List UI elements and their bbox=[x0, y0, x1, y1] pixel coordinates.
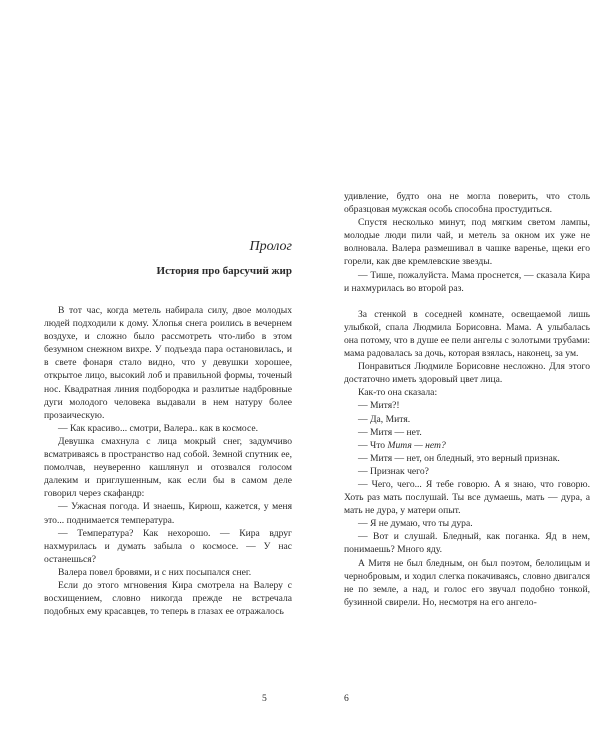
paragraph: — Тише, пожалуйста. Мама проснется, — сказала Кира и нахмурилась во второй раз. bbox=[344, 269, 590, 294]
dialogue-line: — Признак чего? bbox=[358, 465, 429, 477]
page-number-left: 5 bbox=[262, 693, 267, 704]
chapter-title: История про барсучий жир bbox=[156, 265, 292, 277]
dialogue-line: — Митя — нет. bbox=[358, 426, 422, 438]
prologue-heading: Пролог bbox=[249, 239, 292, 254]
dialogue-line: — Да, Митя. bbox=[358, 413, 411, 425]
section-gap bbox=[344, 295, 590, 308]
paragraph: Если до этого мгновения Кира смотрела на Валеру с восхищением, словно никогда прежде не встречала подобных ему красавцев, то теперь в глазах ее отражалось bbox=[44, 579, 292, 618]
dialogue-line: — Вот и слушай. Бледный, как поганка. Яд в нем, понимаешь? Много яду. bbox=[344, 531, 590, 556]
page-number-right: 6 bbox=[344, 693, 349, 704]
paragraph: Спустя несколько минут, под мягким светом лампы, молодые люди пили чай, и метель за окном их уже не волновала. Валера размешивал в чашке варенье, щеки его горели, как две кремлевские звезды. bbox=[344, 217, 590, 268]
dialogue-line: — Чего, чего... Я тебе говорю. А я знаю, что говорю. Хоть раз мать послушай. Ты все думаешь, мать — дура, а мать не дура, у матери опыт. bbox=[344, 478, 590, 517]
paragraph: Как-то она сказала: bbox=[358, 387, 438, 399]
paragraph: Девушка смахнула с лица мокрый снег, задумчиво всматриваясь в пространство над собой. Земной спутник ее, помолчав, неуверенно кашлянул и отозвался голосом далеким и приглушенным, как если бы в самом деле говорил через скафандр: bbox=[44, 435, 292, 500]
left-page bbox=[44, 228, 292, 618]
paragraph: — Как красиво... смотри, Валера.. как в космосе. bbox=[58, 422, 258, 434]
paragraph: удивление, будто она не могла поверить, что столь образцовая мужская особь способна простудиться. bbox=[344, 191, 590, 216]
paragraph: — Ужасная погода. И знаешь, Кирюш, кажется, у меня это... поднимается температура. bbox=[44, 501, 292, 526]
paragraph: Понравиться Людмиле Борисовне несложно. Для этого достаточно иметь здоровый цвет лица. bbox=[344, 361, 590, 386]
dialogue-line: — Я не думаю, что ты дура. bbox=[358, 518, 473, 530]
dialogue-line: — Митя?! bbox=[358, 400, 400, 412]
dialogue-line bbox=[344, 439, 590, 452]
paragraph: Валера повел бровями, и с них посыпался снег. bbox=[58, 566, 252, 578]
right-page bbox=[344, 190, 590, 609]
paragraph: — Температура? Как нехорошо. — Кира вдруг нахмурилась и думать забыла о космосе. — У нас останешься? bbox=[44, 527, 292, 565]
dialogue-text: — Что bbox=[358, 439, 388, 451]
paragraph: А Митя не был бледным, он был поэтом, белолицым и чернобровым, и ходил слегка покачиваясь, словно двигался не по земле, а над, и голос его звучал подобно тонкой, бузинной свирели. Но, несмотря на его ангело- bbox=[344, 557, 590, 608]
paragraph: В тот час, когда метель набирала силу, двое молодых людей подходили к дому. Хлопья снега роились в вечернем воздухе, и сложно было рассмотреть что-либо в этом безумном снежном вихре. У подъезда пара остановилась, и в свете фонаря стало видно, что у девушки хорошее, открытое лицо, высокий лоб и правильной формы, точеный нос. Квадратная линия подбородка и разлитые надбровные дуги молодого человека выдавали в нем натуру более прозаическую. bbox=[44, 305, 292, 421]
dialogue-emphasis: Митя — нет? bbox=[387, 439, 446, 451]
dialogue-line: — Митя — нет, он бледный, это верный признак. bbox=[358, 452, 560, 464]
paragraph: За стенкой в соседней комнате, освещаемой лишь улыбкой, спала Людмила Борисовна. Мама. А улыбалась она потому, что в душе ее пели ангелы с золотыми трубами: мама радовалась за дочь, которая взялась, наконец, за ум. bbox=[344, 308, 590, 360]
